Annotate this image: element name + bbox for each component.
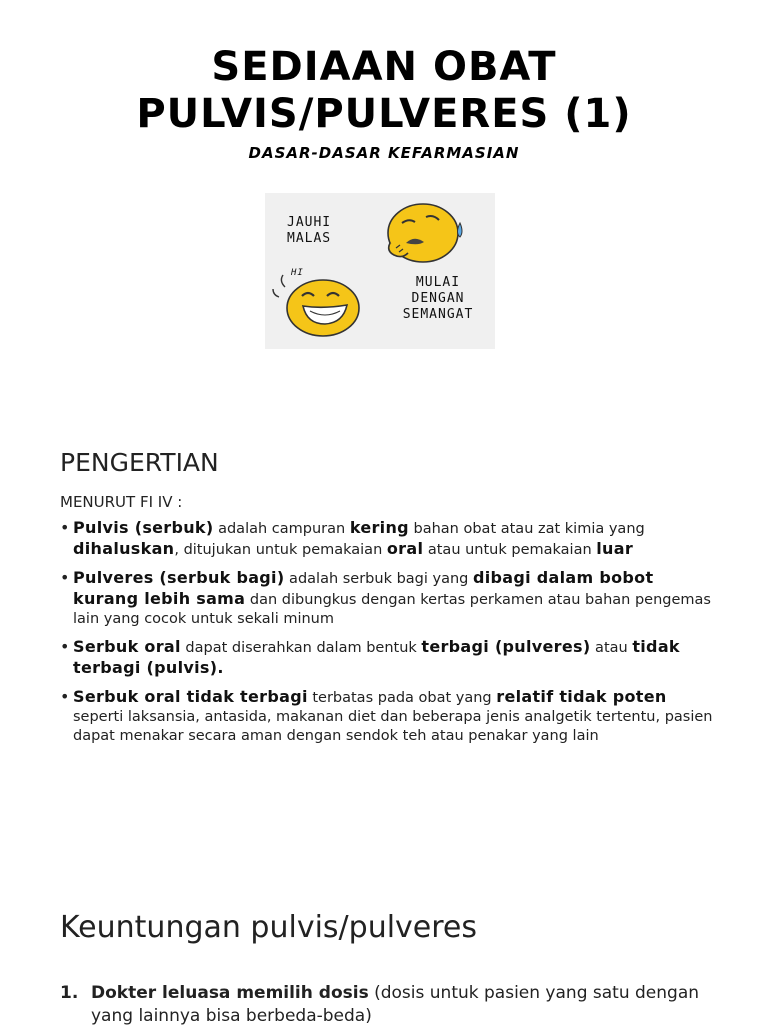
emphasis-text: luar [596,539,634,558]
advantages-list [60,982,730,1028]
sad-face-icon [388,204,462,262]
list-item [60,982,730,1028]
list-item [60,687,720,746]
term-pulvis: Pulvis (serbuk) [73,518,214,537]
definition-text: bahan obat atau zat kimia yang [408,521,645,537]
advantage-title: Dokter leluasa memilih dosis [91,983,369,1003]
slide-title [0,44,768,138]
slide-title-line-1: SEDIAAN OBAT [211,44,557,90]
definition-text: adalah serbuk bagi yang [284,571,473,587]
mulai-text: MULAI [415,275,461,290]
slide-title-line-2: PULVIS/PULVERES (1) [136,91,632,137]
emphasis-text: tidak terbagi (pulvis). [73,637,680,677]
definition-source: MENURUT FI IV : [60,493,183,511]
jauhi-text: JAUHI [287,215,332,230]
term-serbuk-oral: Serbuk oral [73,637,181,656]
item-number: 1. [60,983,79,1003]
emphasis-text: relatif tidak poten [496,687,667,706]
definition-list [60,518,720,754]
definition-text: atau [590,640,633,656]
emphasis-text: terbagi (pulveres) [421,637,591,656]
advantages-heading: Keuntungan pulvis/pulveres [60,910,478,945]
emphasis-text: kering [349,518,409,537]
emphasis-text: dibagi dalam bobot kurang lebih sama [73,568,654,608]
dengan-text: DENGAN [411,291,465,306]
jauhi-malas-text [287,215,331,247]
malas-text: MALAS [287,231,332,246]
term-serbuk-oral-tidak-terbagi: Serbuk oral tidak terbagi [73,687,308,706]
definition-text: adalah campuran [213,521,350,537]
emphasis-text: oral [386,539,424,558]
list-item [60,518,720,560]
definition-text: terbatas pada obat yang [307,690,497,706]
advantage-text: (dosis untuk pasien yang satu dengan yang lainnya bisa berbeda-beda) [91,983,700,1026]
definition-heading: PENGERTIAN [60,448,219,477]
definition-text: atau untuk pemakaian [423,542,597,558]
laughing-face-icon [273,275,359,336]
mulai-dengan-semangat-text [383,275,493,323]
semangat-text: SEMANGAT [402,307,474,322]
definition-text: seperti laksansia, antasida, makanan diet dan beberapa jenis analgetik tertentu, pasien dapat menakar secara aman dengan sendok teh atau penakar yang lain [73,709,713,744]
slide-subtitle: DASAR-DASAR KEFARMASIAN [248,144,520,162]
term-pulveres: Pulveres (serbuk bagi) [73,568,285,587]
definition-text: dan dibungkus dengan kertas perkamen atau bahan pengemas lain yang cocok untuk sekali minum [73,592,711,627]
hi-label: HI [291,268,304,278]
list-item [60,568,720,629]
list-item [60,637,720,679]
motivation-picture [265,193,495,349]
title-slide [0,0,768,420]
definition-text: dapat diserahkan dalam bentuk [180,640,422,656]
emphasis-text: dihaluskan [73,539,175,558]
definition-text: , ditujukan untuk pemakaian [174,542,387,558]
